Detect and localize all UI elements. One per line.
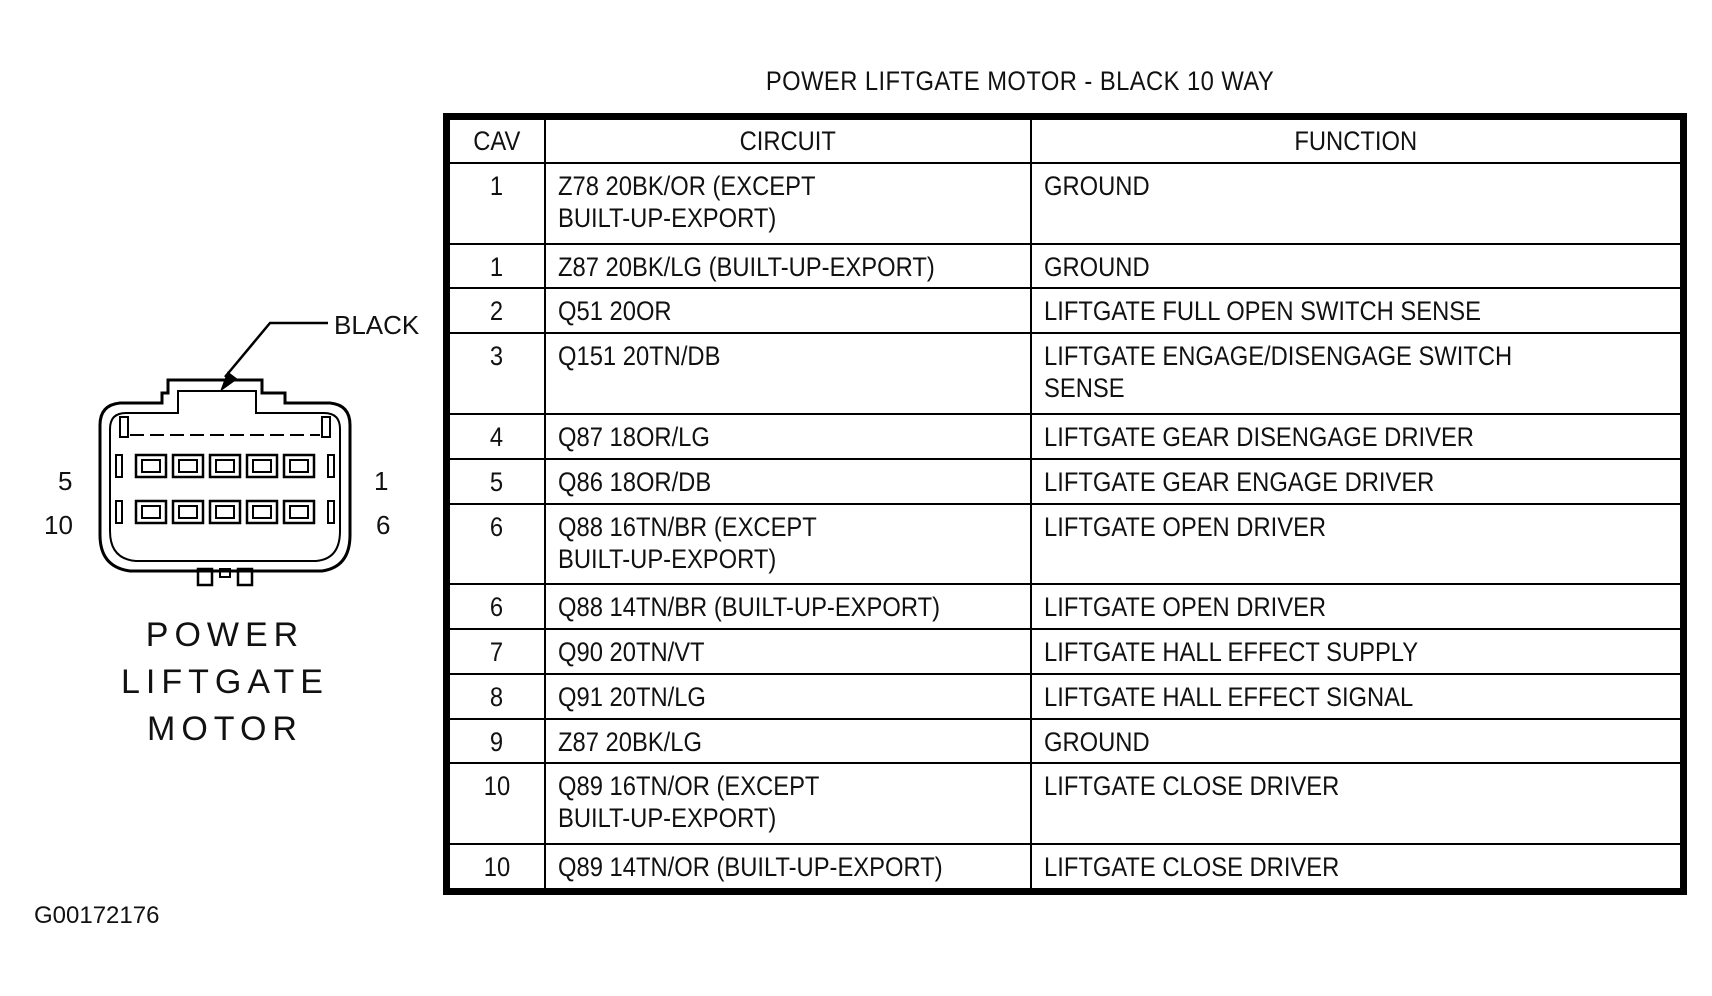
cavity-inner <box>290 460 308 472</box>
cavity <box>173 501 203 523</box>
table-row <box>449 719 1681 764</box>
cav-cell: 10 <box>449 763 545 844</box>
function-cell: LIFTGATE OPEN DRIVER <box>1031 584 1681 629</box>
cavity-inner <box>216 460 234 472</box>
table-title: POWER LIFTGATE MOTOR - BLACK 10 WAY <box>765 66 1275 96</box>
cavity-inner <box>216 506 234 518</box>
function-cell: LIFTGATE ENGAGE/DISENGAGE SWITCH SENSE <box>1031 333 1681 414</box>
cavity-inner <box>179 460 197 472</box>
function-cell: LIFTGATE GEAR DISENGAGE DRIVER <box>1031 414 1681 459</box>
cavity-inner <box>253 506 271 518</box>
connector-diagram <box>60 305 390 605</box>
cav-cell: 4 <box>449 414 545 459</box>
table-header-row <box>449 119 1681 163</box>
function-cell: GROUND <box>1031 719 1681 764</box>
cavity <box>136 455 166 477</box>
cav-cell: 7 <box>449 629 545 674</box>
pin-label-1: 1 <box>374 466 389 496</box>
table-row <box>449 163 1681 244</box>
cav-cell: 1 <box>449 163 545 244</box>
circuit-cell: Q87 18OR/LG <box>545 414 1031 459</box>
table-row <box>449 504 1681 585</box>
circuit-cell: Z78 20BK/OR (EXCEPT BUILT-UP-EXPORT) <box>545 163 1031 244</box>
function-cell: LIFTGATE GEAR ENGAGE DRIVER <box>1031 459 1681 504</box>
cavity <box>247 501 277 523</box>
cavity <box>173 455 203 477</box>
cav-cell: 5 <box>449 459 545 504</box>
circuit-cell: Q88 16TN/BR (EXCEPT BUILT-UP-EXPORT) <box>545 504 1031 585</box>
table-row <box>449 288 1681 333</box>
header-function: FUNCTION <box>1031 119 1681 163</box>
table-row <box>449 674 1681 719</box>
pin-label-5: 5 <box>58 466 73 496</box>
circuit-cell: Z87 20BK/LG (BUILT-UP-EXPORT) <box>545 244 1031 289</box>
connector-body <box>100 380 350 571</box>
header-cav: CAV <box>449 119 545 163</box>
circuit-cell: Q86 18OR/DB <box>545 459 1031 504</box>
table-row <box>449 333 1681 414</box>
table-row <box>449 844 1681 889</box>
cav-cell: 1 <box>449 244 545 289</box>
cavity-inner <box>142 460 160 472</box>
cavity <box>247 455 277 477</box>
circuit-cell: Q89 16TN/OR (EXCEPT BUILT-UP-EXPORT) <box>545 763 1031 844</box>
connector-name-line: LIFTGATE <box>121 663 329 701</box>
connector-color-label: BLACK <box>334 310 420 340</box>
circuit-cell: Q90 20TN/VT <box>545 629 1031 674</box>
cavity <box>210 455 240 477</box>
circuit-cell: Q91 20TN/LG <box>545 674 1031 719</box>
cavity <box>136 501 166 523</box>
table-row <box>449 459 1681 504</box>
pinout-table <box>443 113 1687 895</box>
function-cell: LIFTGATE HALL EFFECT SIGNAL <box>1031 674 1681 719</box>
function-cell: GROUND <box>1031 244 1681 289</box>
cav-cell: 8 <box>449 674 545 719</box>
function-cell: GROUND <box>1031 163 1681 244</box>
circuit-cell: Z87 20BK/LG <box>545 719 1031 764</box>
cavity-grid <box>136 455 314 523</box>
cav-cell: 3 <box>449 333 545 414</box>
leader-line <box>225 323 328 377</box>
circuit-cell: Q51 20OR <box>545 288 1031 333</box>
cavity-inner <box>290 506 308 518</box>
cavity-inner <box>253 460 271 472</box>
table-row <box>449 763 1681 844</box>
cav-cell: 10 <box>449 844 545 889</box>
cav-cell: 2 <box>449 288 545 333</box>
header-circuit: CIRCUIT <box>545 119 1031 163</box>
table-row <box>449 414 1681 459</box>
pin-label-10: 10 <box>44 510 73 540</box>
cavity <box>284 501 314 523</box>
function-cell: LIFTGATE HALL EFFECT SUPPLY <box>1031 629 1681 674</box>
cavity <box>284 455 314 477</box>
cavity-inner <box>179 506 197 518</box>
cavity-inner <box>142 506 160 518</box>
circuit-cell: Q151 20TN/DB <box>545 333 1031 414</box>
circuit-cell: Q88 14TN/BR (BUILT-UP-EXPORT) <box>545 584 1031 629</box>
cav-cell: 6 <box>449 504 545 585</box>
function-cell: LIFTGATE CLOSE DRIVER <box>1031 763 1681 844</box>
connector-name <box>110 612 340 753</box>
function-cell: LIFTGATE FULL OPEN SWITCH SENSE <box>1031 288 1681 333</box>
cav-cell: 6 <box>449 584 545 629</box>
pin-label-6: 6 <box>376 510 391 540</box>
table-row <box>449 629 1681 674</box>
circuit-cell: Q89 14TN/OR (BUILT-UP-EXPORT) <box>545 844 1031 889</box>
table-row <box>449 584 1681 629</box>
connector-name-line: POWER <box>145 616 305 654</box>
figure-id: G00172176 <box>34 902 160 929</box>
cavity <box>210 501 240 523</box>
table-row <box>449 244 1681 289</box>
function-cell: LIFTGATE CLOSE DRIVER <box>1031 844 1681 889</box>
connector-name-line: MOTOR <box>147 710 303 748</box>
function-cell: LIFTGATE OPEN DRIVER <box>1031 504 1681 585</box>
cav-cell: 9 <box>449 719 545 764</box>
